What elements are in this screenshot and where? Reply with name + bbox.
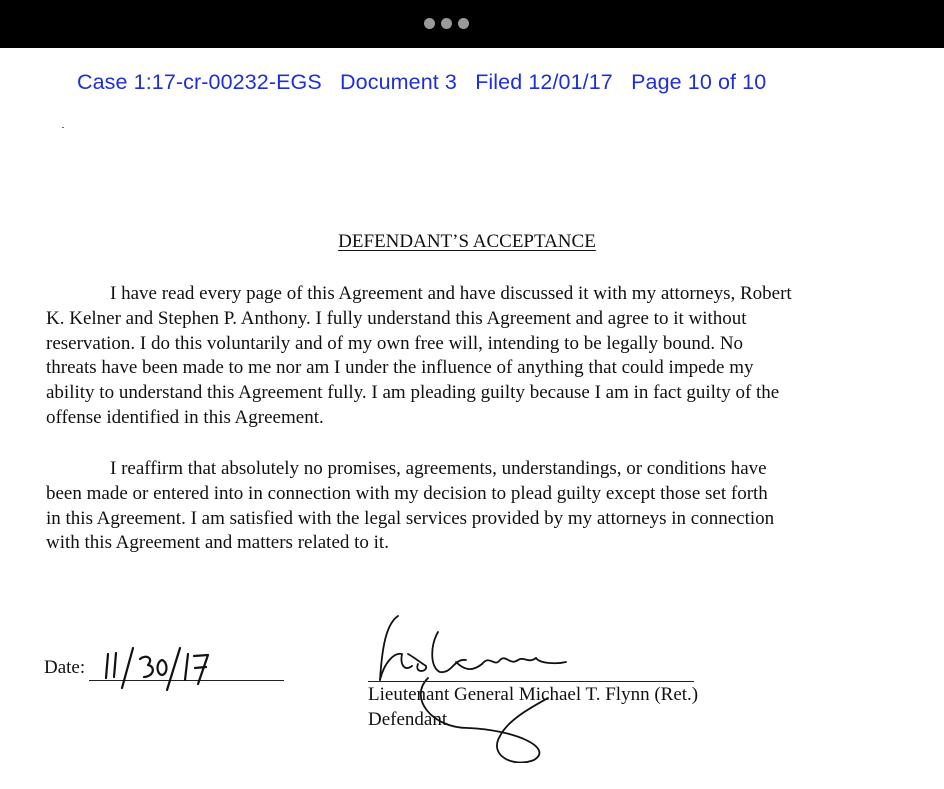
paragraph-line: been made or entered into in connection with my decision to plead guilty except those set forth <box>46 482 768 504</box>
paragraph-line: I reaffirm that absolutely no promises, agreements, understandings, or conditions have <box>110 458 767 479</box>
dot <box>441 18 452 29</box>
handwritten-date <box>100 644 220 692</box>
paragraph-line: in this Agreement. I am satisfied with the legal services provided by my attorneys in connection <box>46 507 775 529</box>
case-header <box>77 70 766 95</box>
document-number: Document 3 <box>340 70 457 94</box>
page-number: Page 10 of 10 <box>631 70 767 94</box>
paragraph-line: ability to understand this Agreement fully. I am pleading guilty because I am in fact guilty of the <box>46 382 780 404</box>
more-horizontal-icon[interactable] <box>424 18 469 29</box>
dot <box>424 18 435 29</box>
filed-date: Filed 12/01/17 <box>475 70 613 94</box>
paragraph-line: threats have been made to me nor am I under the influence of anything that could impede my <box>46 357 754 379</box>
paragraph-reaffirm <box>46 457 888 556</box>
signer-name: Lieutenant General Michael T. Flynn (Ret.) <box>368 684 699 705</box>
dot <box>458 18 469 29</box>
date-label: Date: <box>44 657 86 678</box>
paragraph-line: reservation. I do this voluntarily and of my own free will, intending to be legally bound. No <box>46 332 744 354</box>
paragraph-line: K. Kelner and Stephen P. Anthony. I fully understand this Agreement and agree to it without <box>46 307 747 329</box>
signer-role: Defendant <box>368 709 448 730</box>
viewer-toolbar <box>0 0 944 48</box>
scan-speck <box>62 127 64 128</box>
case-number: Case 1:17-cr-00232-EGS <box>77 70 322 94</box>
paragraph-acceptance <box>46 282 888 431</box>
signer-block <box>368 682 698 732</box>
paragraph-line: offense identified in this Agreement. <box>46 406 324 428</box>
paragraph-line: I have read every page of this Agreement and have discussed it with my attorneys, Robert <box>110 283 792 304</box>
document-title: DEFENDANT’S ACCEPTANCE <box>338 231 596 252</box>
paragraph-line: with this Agreement and matters related to it. <box>46 532 389 554</box>
